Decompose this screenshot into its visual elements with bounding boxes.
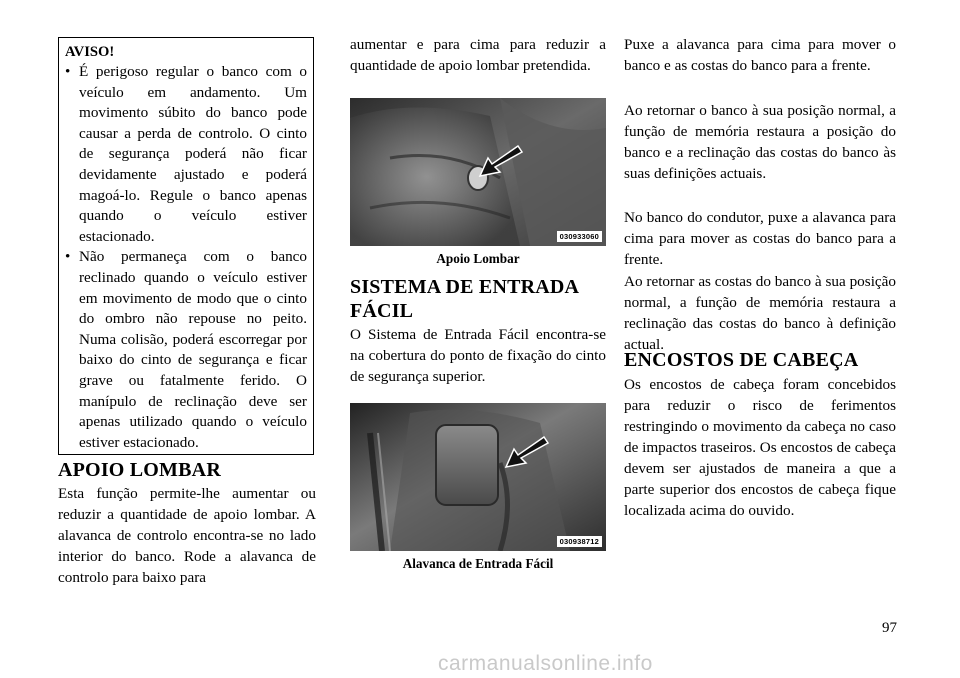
warning-item-text: É perigoso regular o banco com o veículo em andamento. Um movimento súbito do banco pode causar a perda de controlo. O cinto de segurança poderá não ficar devidamente ajustado e poderá magoá-lo. Regule o banco apenas quando o veículo estiver estacionado. — [79, 63, 307, 245]
headrest-body: Os encostos de cabeça foram concebidos para reduzir o risco de ferimentos restringindo o movimento da cabeça no caso de impactos traseiros. Os encostos de cabeça devem ser ajustados de maneira a que a parte superior dos encostos de cabeça fique localizada acima do ouvido. — [624, 376, 897, 519]
page-number: 97 — [882, 620, 897, 636]
easy-entry-heading-line1: SISTEMA DE ENTRADA — [350, 276, 580, 298]
easy-entry-body: O Sistema de Entrada Fácil encontra-se na cobertura do ponto de fixação do cinto de segurança superior. — [350, 326, 606, 385]
bullet-icon: • — [65, 248, 71, 266]
bullet-icon: • — [65, 63, 71, 80]
warning-item-text: Não permaneça com o banco reclinado quando o veículo estiver em movimento de modo que o cinto do ombro não repouse no peito. Numa colisão, poderá escorregar por baixo do cinto de segurança e ficar grave ou fatalmente ferido. O manípulo de reclinação deve ser apenas utilizado quando o veículo estiver estacionado. — [79, 248, 307, 451]
lumbar-caption: Apoio Lombar — [436, 251, 520, 266]
warning-list — [65, 62, 307, 453]
warning-box — [58, 37, 314, 455]
figure-code: 030938712 — [557, 536, 602, 547]
lumbar-photo — [350, 98, 606, 246]
lumbar-seat-image — [350, 98, 606, 246]
figure-code: 030933060 — [557, 231, 602, 242]
easy-entry-photo — [350, 403, 606, 551]
lumbar-body-part2: aumentar e para cima para reduzir a quantidade de apoio lombar pretendida. — [350, 36, 606, 74]
watermark: carmanualsonline.info — [438, 652, 653, 675]
warning-item — [65, 62, 307, 247]
col3-paragraph-4: Ao retornar as costas do banco à sua posição normal, a função de memória restaura a reclinação das costas do banco à definição actual. — [624, 273, 896, 353]
col3-paragraph-2: Ao retornar o banco à sua posição normal, a função de memória restaura a posição do banco e a reclinação das costas do banco às suas definições actuais. — [624, 102, 896, 182]
easy-entry-heading-line2: FÁCIL — [350, 300, 414, 322]
lumbar-body-part1: Esta função permite-lhe aumentar ou reduzir a quantidade de apoio lombar. A alavanca de controlo encontra-se no lado interior do banco. Rode a alavanca de controlo para baixo para — [58, 485, 316, 586]
col3-paragraph-3: No banco do condutor, puxe a alavanca para cima para mover as costas do banco para a frente. — [624, 209, 896, 268]
headrest-heading: ENCOSTOS DE CABEÇA — [624, 349, 859, 371]
easy-entry-seat-image — [350, 403, 606, 551]
easy-entry-caption: Alavanca de Entrada Fácil — [402, 556, 554, 571]
warning-title: AVISO! — [65, 44, 115, 60]
lumbar-heading: APOIO LOMBAR — [58, 459, 221, 481]
col3-paragraph-1: Puxe a alavanca para cima para mover o banco e as costas do banco para a frente. — [624, 36, 896, 74]
warning-item — [65, 247, 307, 453]
